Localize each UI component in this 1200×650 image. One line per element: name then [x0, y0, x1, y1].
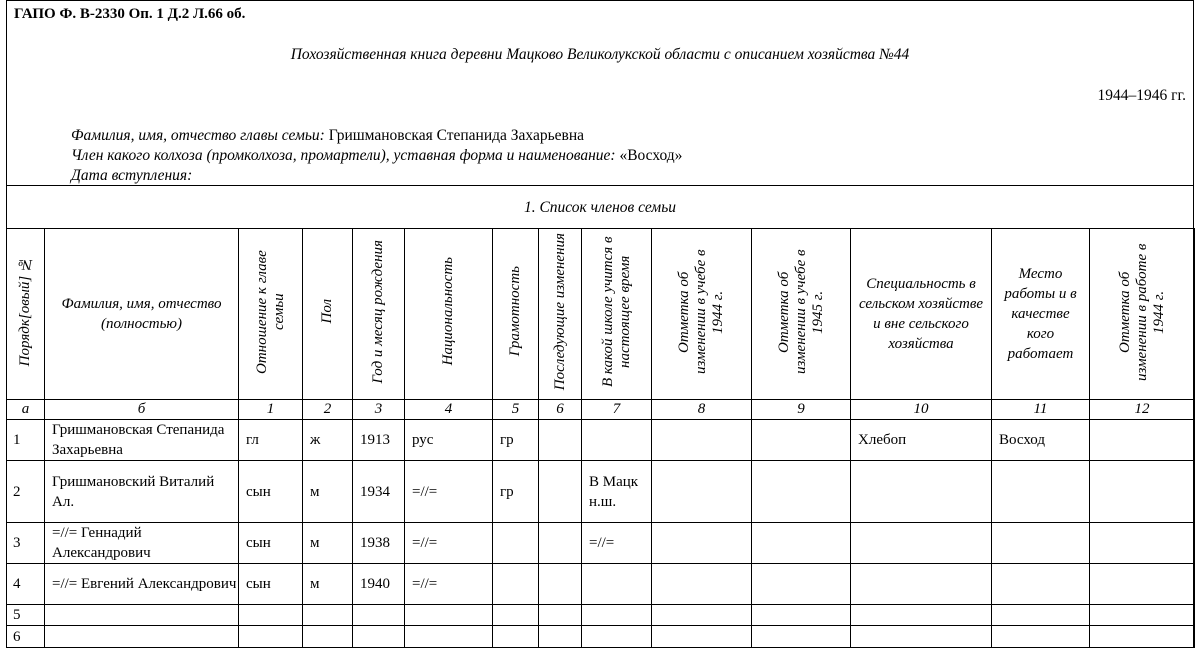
- table-cell: сын: [239, 523, 303, 564]
- table-cell: [239, 626, 303, 648]
- table-cell: [992, 605, 1090, 626]
- table-cell: =//=: [582, 523, 652, 564]
- table-row: [7, 564, 1195, 605]
- table-row: [7, 420, 1195, 461]
- table-cell: м: [303, 461, 353, 523]
- table-cell: б: [45, 400, 239, 420]
- table-cell: [992, 523, 1090, 564]
- table-cell: [1090, 564, 1195, 605]
- table-cell: 6: [539, 400, 582, 420]
- column-header-text: Последующие изменения: [551, 232, 568, 391]
- document-title: Похозяйственная книга деревни Мацково Великолукской области с описанием хозяйства №44: [290, 46, 910, 63]
- table-cell: [45, 626, 239, 648]
- table-cell: [539, 420, 582, 461]
- table-cell: [752, 626, 851, 648]
- header-relation: [239, 229, 303, 400]
- table-cell: [539, 626, 582, 648]
- kolkhoz-line: [71, 147, 682, 165]
- table-cell: Гришмановский Виталий Ал.: [45, 461, 239, 523]
- table-cell: гр: [493, 461, 539, 523]
- column-header-text: Пол: [319, 299, 335, 324]
- join-date-line: [71, 167, 192, 185]
- column-header-text: Отношение к главе семьи: [253, 249, 287, 374]
- column-header-text: Порядк[овый] №: [17, 256, 33, 367]
- column-header-text: Место работы и в качестве кого работает: [1004, 266, 1077, 362]
- header-changes: [539, 229, 582, 400]
- header-workplace: [992, 229, 1090, 400]
- table-cell: 3: [353, 400, 405, 420]
- table-cell: [752, 564, 851, 605]
- table-cell: 1934: [353, 461, 405, 523]
- table-header-row: [7, 229, 1195, 400]
- table-cell: [851, 461, 992, 523]
- table-cell: [1090, 420, 1195, 461]
- table-cell: [582, 420, 652, 461]
- table-cell: 1913: [353, 420, 405, 461]
- table-cell: =//= Геннадий Александрович: [45, 523, 239, 564]
- join-date-label: Дата вступления:: [71, 167, 193, 184]
- table-cell: 1938: [353, 523, 405, 564]
- header-order-no: [7, 229, 45, 400]
- table-cell: 2: [303, 400, 353, 420]
- kolkhoz-label: Член какого колхоза (промколхоза, промартели), уставная форма и наименование:: [71, 147, 616, 164]
- table-cell: м: [303, 523, 353, 564]
- table-cell: 10: [851, 400, 992, 420]
- table-cell: [405, 605, 493, 626]
- table-cell: [582, 626, 652, 648]
- table-cell: 1: [239, 400, 303, 420]
- table-cell: [851, 605, 992, 626]
- table-cell: [493, 626, 539, 648]
- table-cell: 8: [652, 400, 752, 420]
- table-cell: Гришмановская Степанида Захарьевна: [45, 420, 239, 461]
- table-cell: =//= Евгений Александрович: [45, 564, 239, 605]
- table-cell: [652, 564, 752, 605]
- table-cell: [652, 523, 752, 564]
- table-cell: [752, 420, 851, 461]
- table-cell: [239, 605, 303, 626]
- table-cell: 2: [7, 461, 45, 523]
- table-cell: [992, 626, 1090, 648]
- column-number-row: [7, 400, 1195, 420]
- table-cell: гл: [239, 420, 303, 461]
- table-cell: [405, 626, 493, 648]
- family-members-table: [6, 228, 1195, 648]
- table-cell: [1090, 626, 1195, 648]
- table-cell: [851, 564, 992, 605]
- table-cell: 11: [992, 400, 1090, 420]
- table-cell: [539, 605, 582, 626]
- table-cell: [992, 461, 1090, 523]
- table-cell: [752, 461, 851, 523]
- kolkhoz-value: «Восход»: [619, 147, 683, 164]
- table-cell: 1940: [353, 564, 405, 605]
- table-cell: [45, 605, 239, 626]
- header-school: [582, 229, 652, 400]
- header-nationality: [405, 229, 493, 400]
- table-cell: 7: [582, 400, 652, 420]
- table-cell: м: [303, 564, 353, 605]
- table-cell: 4: [7, 564, 45, 605]
- column-header-text: Отметка об изменении в учебе в 1945 г.: [775, 249, 826, 374]
- header-sex: [303, 229, 353, 400]
- head-of-family-value: Гришмановская Степанида Захарьевна: [328, 127, 585, 144]
- column-header-text: Фамилия, имя, отчество (полностью): [61, 296, 222, 332]
- table-row: [7, 461, 1195, 523]
- table-cell: [652, 626, 752, 648]
- document-years: 1944–1946 гг.: [1097, 87, 1186, 104]
- section-title: 1. Список членов семьи: [523, 199, 677, 216]
- table-cell: рус: [405, 420, 493, 461]
- table-cell: [752, 523, 851, 564]
- header-work-1944: [1090, 229, 1195, 400]
- header-birth: [353, 229, 405, 400]
- table-cell: 6: [7, 626, 45, 648]
- table-cell: 1: [7, 420, 45, 461]
- header-full-name: [45, 229, 239, 400]
- table-cell: 5: [7, 605, 45, 626]
- table-cell: [1090, 461, 1195, 523]
- header-edu-1944: [652, 229, 752, 400]
- table-cell: [353, 605, 405, 626]
- column-header-text: Национальность: [440, 257, 456, 366]
- table-cell: 9: [752, 400, 851, 420]
- table-cell: [652, 605, 752, 626]
- table-cell: [992, 564, 1090, 605]
- header-literacy: [493, 229, 539, 400]
- table-cell: 4: [405, 400, 493, 420]
- table-cell: [539, 461, 582, 523]
- table-cell: =//=: [405, 523, 493, 564]
- table-cell: [353, 626, 405, 648]
- table-cell: [303, 605, 353, 626]
- table-cell: [652, 420, 752, 461]
- table-cell: [582, 564, 652, 605]
- table-cell: [493, 523, 539, 564]
- column-header-text: Грамотность: [507, 266, 523, 357]
- table-cell: =//=: [405, 564, 493, 605]
- table-cell: [582, 605, 652, 626]
- table-cell: [752, 605, 851, 626]
- table-cell: =//=: [405, 461, 493, 523]
- table-row: [7, 523, 1195, 564]
- table-cell: [851, 523, 992, 564]
- table-row: [7, 626, 1195, 648]
- column-header-text: Отметка об изменении в учебе в 1944 г.: [676, 249, 726, 374]
- table-cell: [493, 605, 539, 626]
- table-cell: [652, 461, 752, 523]
- table-cell: [493, 564, 539, 605]
- table-cell: 3: [7, 523, 45, 564]
- head-of-family-line: [71, 127, 584, 145]
- table-cell: сын: [239, 564, 303, 605]
- table-cell: гр: [493, 420, 539, 461]
- table-cell: Восход: [992, 420, 1090, 461]
- table-cell: а: [7, 400, 45, 420]
- top-border: [6, 0, 1194, 1]
- section-divider: [6, 185, 1194, 186]
- table-row: [7, 605, 1195, 626]
- column-header-text: Отметка об изменении в работе в 1944 г.: [1116, 242, 1167, 381]
- table-cell: [1090, 523, 1195, 564]
- column-header-text: В какой школе учится в настоящее время: [599, 236, 633, 387]
- column-header-text: Специальность в сельском хозяйстве и вне сельского хозяйства: [858, 276, 984, 352]
- archive-reference: ГАПО Ф. В-2330 Оп. 1 Д.2 Л.66 об.: [14, 6, 246, 22]
- header-edu-1945: [752, 229, 851, 400]
- table-cell: Хлебоп: [851, 420, 992, 461]
- table-cell: В Мацк н.ш.: [582, 461, 652, 523]
- head-of-family-label: Фамилия, имя, отчество главы семьи:: [71, 127, 325, 144]
- table-cell: [851, 626, 992, 648]
- table-cell: [303, 626, 353, 648]
- table-cell: [539, 523, 582, 564]
- table-cell: [539, 564, 582, 605]
- table-cell: 5: [493, 400, 539, 420]
- column-header-text: Год и месяц рождения: [370, 239, 386, 384]
- table-cell: [1090, 605, 1195, 626]
- header-specialty: [851, 229, 992, 400]
- table-cell: сын: [239, 461, 303, 523]
- table-cell: ж: [303, 420, 353, 461]
- table-cell: 12: [1090, 400, 1195, 420]
